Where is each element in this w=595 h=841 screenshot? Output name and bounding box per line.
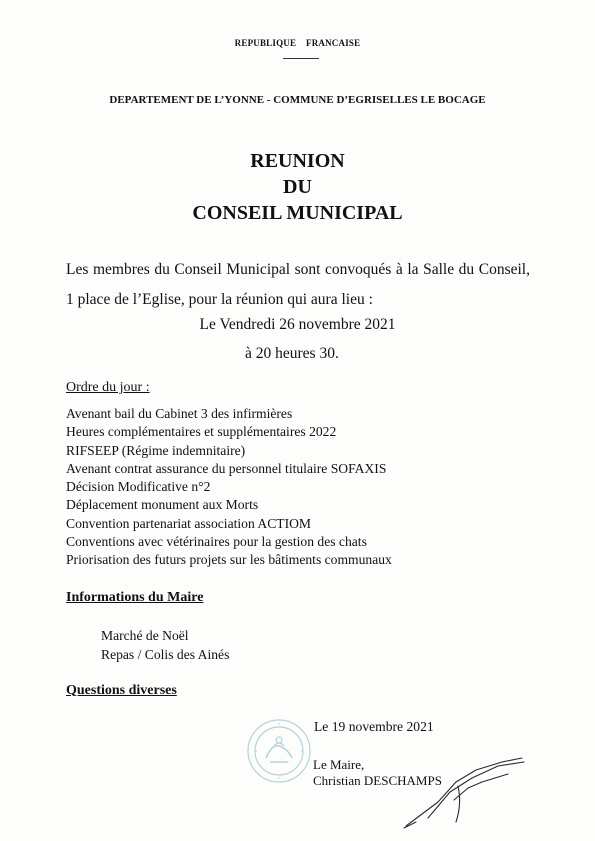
agenda-item: Décision Modificative n°2 (66, 479, 211, 495)
meeting-date: Le Vendredi 26 novembre 2021 (199, 316, 396, 333)
signatory-name: Christian DESCHAMPS (313, 773, 442, 788)
agenda-item: Convention partenariat association ACTIOM (66, 515, 312, 531)
info-item: Marché de Noël (101, 628, 189, 643)
meeting-time: à 20 heures 30. (245, 345, 339, 362)
mairie-stamp-icon (246, 718, 312, 784)
republique-francaise-header (0, 38, 595, 48)
departement-commune-header: DEPARTEMENT DE L’YONNE - COMMUNE D’EGRISELLES LE BOCAGE (109, 94, 486, 106)
info-item: Repas / Colis des Ainés (101, 647, 230, 662)
title-line-3: CONSEIL MUNICIPAL (192, 202, 403, 224)
agenda-item: Priorisation des futurs projets sur les bâtiments communaux (66, 552, 392, 568)
informations-maire-heading: Informations du Maire (66, 590, 204, 605)
francaise-word: FRANCAISE (306, 38, 361, 48)
agenda-item: Heures complémentaires et supplémentaires 2022 (66, 424, 337, 440)
agenda-item: RIFSEEP (Régime indemnitaire) (66, 442, 246, 458)
republique-word: REPUBLIQUE (234, 38, 297, 48)
title-line-2: DU (283, 176, 312, 198)
ordre-du-jour-heading: Ordre du jour : (66, 380, 150, 395)
handwritten-signature-icon (398, 752, 528, 832)
signature-date: Le 19 novembre 2021 (314, 719, 434, 734)
header-divider (283, 58, 319, 59)
questions-diverses-heading: Questions diverses (66, 683, 177, 698)
informations-maire-list (101, 626, 229, 664)
agenda-item: Avenant contrat assurance du personnel titulaire SOFAXIS (66, 460, 387, 476)
convocation-text: Les membres du Conseil Municipal sont convoqués à la Salle du Conseil, 1 place de l’Eglise, pour la réunion qui aura lieu : (66, 261, 530, 308)
agenda-item: Conventions avec vétérinaires pour la gestion des chats (66, 534, 367, 550)
agenda-item: Déplacement monument aux Morts (66, 497, 259, 513)
agenda-item: Avenant bail du Cabinet 3 des infirmières (66, 406, 293, 421)
title-line-1: REUNION (250, 150, 345, 172)
signatory-role: Le Maire, (313, 757, 365, 772)
document-title (0, 148, 595, 226)
agenda-list (66, 405, 392, 570)
